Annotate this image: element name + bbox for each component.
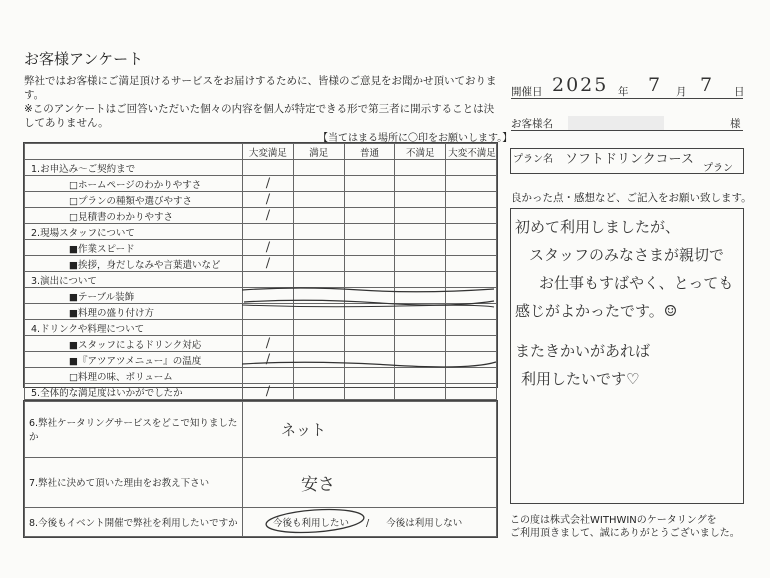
comment-line: スタッフのみなさまが親切で — [529, 246, 725, 264]
check-mark: / — [265, 192, 271, 207]
question-8-row — [25, 508, 497, 537]
comment-line: お仕事もすばやく、とっても — [539, 274, 734, 292]
question-7-answer[interactable]: 安さ — [301, 474, 335, 495]
question-7-label: 7.弊社に決めて頂いた理由をお教え下さい — [25, 457, 243, 507]
check-mark: / — [265, 208, 271, 223]
rating-cell[interactable] — [395, 176, 446, 192]
intro-line-2: ※このアンケートはご回答いただいた個々の内容を個人が特定できる形で第三者に開示することは決してありません。 — [24, 103, 495, 129]
rating-cell[interactable] — [446, 160, 497, 176]
rating-cell[interactable] — [395, 384, 446, 400]
name-underline — [511, 130, 743, 131]
row-label: ■挨拶，身だしなみや言葉遣いなど — [25, 256, 243, 272]
rating-cell[interactable] — [293, 160, 344, 176]
row-label: ■スタッフによるドリンク対応 — [25, 336, 243, 352]
rating-cell[interactable] — [344, 224, 395, 240]
table-row — [25, 176, 497, 192]
rating-cell[interactable] — [344, 256, 395, 272]
rating-cell[interactable] — [293, 240, 344, 256]
plan-value[interactable]: ソフトドリンクコース — [565, 152, 694, 167]
rating-cell[interactable] — [344, 192, 395, 208]
question-7-row — [25, 457, 497, 507]
question-6-row — [25, 402, 497, 458]
table-row — [25, 208, 497, 224]
rating-cell[interactable] — [344, 384, 395, 400]
rating-cell[interactable] — [446, 176, 497, 192]
row-label: ■テーブル装飾 — [25, 288, 243, 304]
table-row — [25, 224, 497, 240]
option-separator: / — [366, 518, 370, 530]
comment-line: 感じがよかったです。☺ — [515, 302, 678, 320]
rating-cell[interactable] — [446, 224, 497, 240]
rating-cell[interactable] — [446, 256, 497, 272]
check-mark: / — [265, 384, 271, 399]
row-label: 5.全体的な満足度はいかがでしたか — [25, 384, 243, 400]
row-label: ■『アツアツメニュー』の温度 — [25, 352, 243, 368]
form-title: お客様アンケート — [24, 50, 144, 68]
rating-cell[interactable] — [395, 192, 446, 208]
rating-cell[interactable] — [446, 384, 497, 400]
rating-cell[interactable] — [243, 176, 294, 192]
rating-cell[interactable] — [243, 224, 294, 240]
rating-cell[interactable] — [243, 208, 294, 224]
comment-line: またきかいがあれば — [515, 342, 651, 360]
comment-line: 利用したいです♡ — [521, 370, 640, 388]
check-mark: / — [265, 240, 271, 255]
name-suffix: 様 — [730, 118, 741, 130]
rating-cell[interactable] — [395, 224, 446, 240]
rating-cell[interactable] — [344, 160, 395, 176]
col-satisfied: 満足 — [293, 144, 344, 160]
thanks-line-1: この度は株式会社WITHWINのケータリングを — [510, 515, 717, 526]
instruction-note: 【当てはまる場所に〇印をお願いします。】 — [318, 133, 513, 144]
question-6-label: 6.弊社ケータリングサービスをどこで知りましたか — [25, 402, 243, 458]
row-label: ■作業スピード — [25, 240, 243, 256]
rating-cell[interactable] — [293, 176, 344, 192]
row-label: □プランの種類や選びやすさ — [25, 192, 243, 208]
intro-line-1: 弊社ではお客様にご満足頂けるサービスをお届けするために、皆様のご意見をお聞かせ頂いております。 — [24, 75, 497, 101]
header-cell-blank — [25, 144, 243, 160]
rating-cell[interactable] — [395, 208, 446, 224]
rating-cell[interactable] — [344, 208, 395, 224]
row-label: ■料理の盛り付け方 — [25, 304, 243, 320]
year-unit: 年 — [618, 86, 629, 98]
rating-cell[interactable] — [293, 384, 344, 400]
name-label: お客様名 — [511, 118, 553, 130]
option-will-use[interactable] — [273, 515, 349, 529]
plan-box — [510, 148, 744, 174]
day-unit: 日 — [734, 86, 745, 98]
rating-cell[interactable] — [243, 240, 294, 256]
col-very-satisfied: 大変満足 — [243, 144, 294, 160]
row-label: 2.現場スタッフについて — [25, 224, 243, 240]
row-label: □料理の味、ボリューム — [25, 368, 243, 384]
rating-cell[interactable] — [395, 160, 446, 176]
check-mark: / — [265, 176, 271, 191]
scribble-lines — [240, 280, 498, 370]
rating-cell[interactable] — [395, 240, 446, 256]
rating-cell[interactable] — [395, 256, 446, 272]
intro-text — [24, 74, 502, 130]
row-label: 4.ドリンクや料理について — [25, 320, 243, 336]
thanks-message — [510, 514, 746, 540]
circle-mark — [263, 507, 370, 535]
thanks-line-2: ご利用頂きまして、誠にありがとうございました。 — [510, 528, 740, 539]
plan-suffix: プラン — [703, 163, 733, 174]
col-neutral: 普通 — [344, 144, 395, 160]
check-mark: / — [265, 352, 271, 367]
col-very-dissatisfied: 大変不満足 — [446, 144, 497, 160]
comments-box[interactable] — [510, 208, 744, 504]
rating-cell[interactable] — [243, 192, 294, 208]
rating-cell[interactable] — [446, 240, 497, 256]
table-row — [25, 160, 497, 176]
name-redacted — [568, 116, 664, 130]
table-row — [25, 256, 497, 272]
rating-cell[interactable] — [243, 384, 294, 400]
col-dissatisfied: 不満足 — [395, 144, 446, 160]
option-will-use-label: 今後も利用したい — [273, 518, 350, 530]
row-label: 3.演出について — [25, 272, 243, 288]
month-unit: 月 — [676, 86, 687, 98]
table-header-row — [25, 144, 497, 160]
date-label: 開催日 — [511, 86, 543, 98]
row-label: 1.お申込み～ご契約まで — [25, 160, 243, 176]
rating-cell[interactable] — [344, 176, 395, 192]
table-row — [25, 192, 497, 208]
check-mark: / — [265, 256, 271, 271]
day-value[interactable]: 7 — [700, 74, 713, 96]
question-6-answer[interactable]: ネット — [281, 420, 327, 439]
month-value[interactable]: 7 — [648, 74, 661, 96]
row-label: □見積書のわかりやすさ — [25, 208, 243, 224]
rating-cell[interactable] — [293, 256, 344, 272]
plan-label: プラン名 — [513, 154, 553, 165]
rating-cell[interactable] — [446, 192, 497, 208]
rating-cell[interactable] — [293, 192, 344, 208]
comment-line: 初めて利用しましたが、 — [515, 218, 681, 236]
rating-cell[interactable] — [243, 256, 294, 272]
rating-cell[interactable] — [293, 224, 344, 240]
rating-cell[interactable] — [293, 208, 344, 224]
option-wont-use[interactable]: 今後は利用しない — [386, 518, 463, 530]
row-label: □ホームページのわかりやすさ — [25, 176, 243, 192]
question-8-label: 8.今後もイベント開催で弊社を利用したいですか — [25, 508, 243, 537]
questions-table — [23, 400, 498, 538]
rating-cell[interactable] — [344, 240, 395, 256]
rating-cell[interactable] — [446, 208, 497, 224]
table-row — [25, 384, 497, 400]
rating-cell[interactable] — [243, 160, 294, 176]
table-row — [25, 240, 497, 256]
check-mark: / — [265, 336, 271, 351]
comments-label: 良かった点・感想など、ご記入をお願い致します。 — [511, 192, 752, 204]
year-value[interactable]: 2025 — [552, 74, 609, 96]
